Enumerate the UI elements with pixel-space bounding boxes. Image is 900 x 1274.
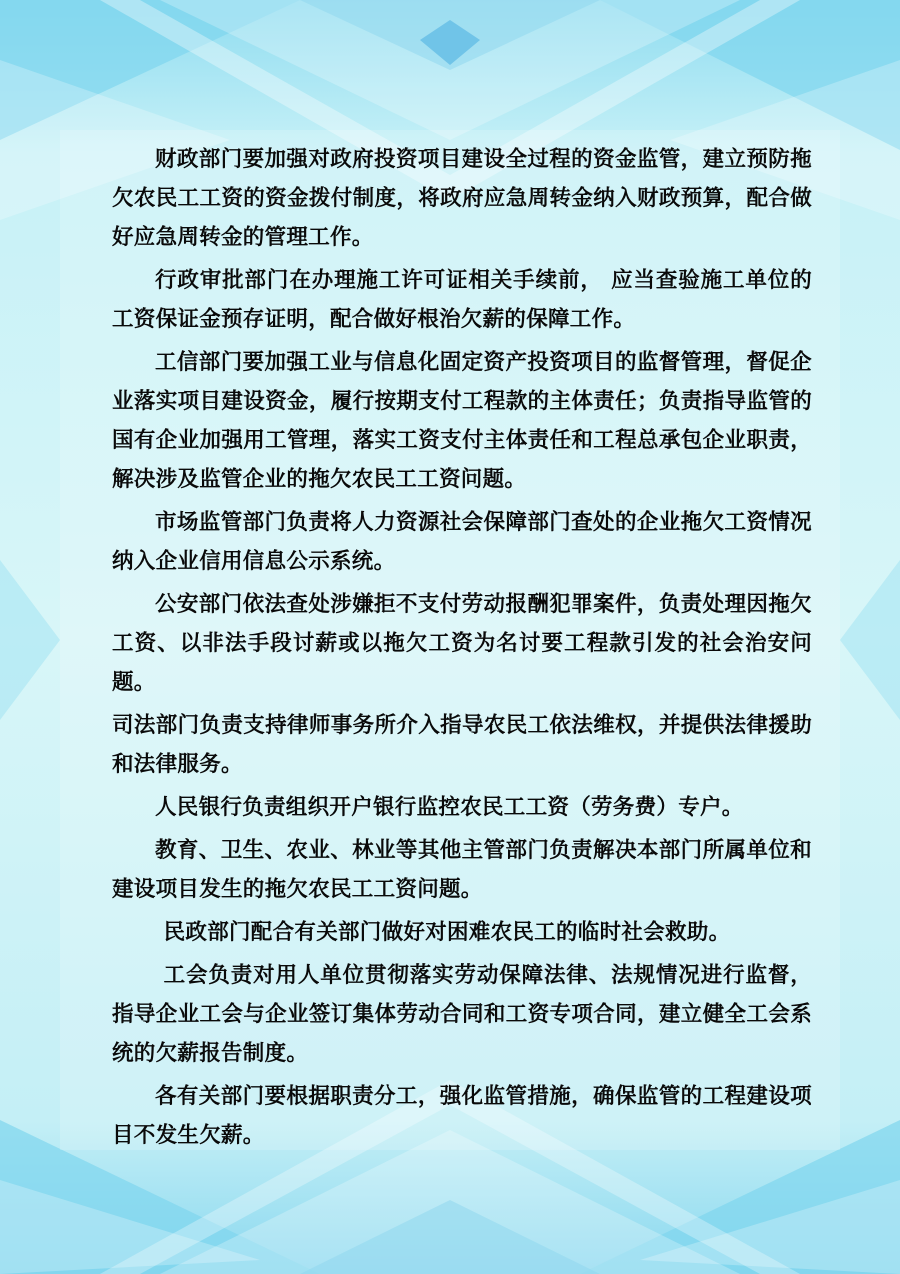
- paragraph-peoples-bank: 人民银行负责组织开户银行监控农民工工资（劳务费）专户。: [155, 795, 744, 820]
- paragraph-market-supervision: 市场监管部门负责将人力资源社会保障部门查处的企业拖欠工资情况纳入企业信用信息公示系统。: [112, 510, 812, 574]
- document-body: [112, 140, 812, 1159]
- paragraph-civil-affairs: 民政部门配合有关部门做好对困难农民工的临时社会救助。: [163, 920, 731, 945]
- paragraph-public-security: 公安部门依法查处涉嫌拒不支付劳动报酬犯罪案件，负责处理因拖欠工资、以非法手段讨薪或以拖欠工资为名讨要工程款引发的社会治安问题。: [112, 592, 812, 695]
- paragraph-justice: 司法部门负责支持律师事务所介入指导农民工依法维权，并提供法律援助和法律服务。: [112, 713, 812, 777]
- paragraph-trade-union: 工会负责对用人单位贯彻落实劳动保障法律、法规情况进行监督，指导企业工会与企业签订集体劳动合同和工资专项合同，建立健全工会系统的欠薪报告制度。: [112, 963, 812, 1066]
- paragraph-finance: 财政部门要加强对政府投资项目建设全过程的资金监管，建立预防拖欠农民工工资的资金拨付制度，将政府应急周转金纳入财政预算，配合做好应急周转金的管理工作。: [112, 147, 812, 250]
- paragraph-other-departments: 教育、卫生、农业、林业等其他主管部门负责解决本部门所属单位和建设项目发生的拖欠农民工工资问题。: [112, 838, 812, 902]
- paragraph-all-departments: 各有关部门要根据职责分工，强化监管措施，确保监管的工程建设项目不发生欠薪。: [112, 1084, 812, 1148]
- paragraph-administrative-approval: 行政审批部门在办理施工许可证相关手续前， 应当查验施工单位的工资保证金预存证明，配合做好根治欠薪的保障工作。: [112, 268, 812, 332]
- paragraph-industry-information: 工信部门要加强工业与信息化固定资产投资项目的监督管理，督促企业落实项目建设资金，履行按期支付工程款的主体责任；负责指导监管的国有企业加强用工管理，落实工资支付主体责任和工程总承包企业职责，解决涉及监管企业的拖欠农民工工资问题。: [112, 350, 812, 492]
